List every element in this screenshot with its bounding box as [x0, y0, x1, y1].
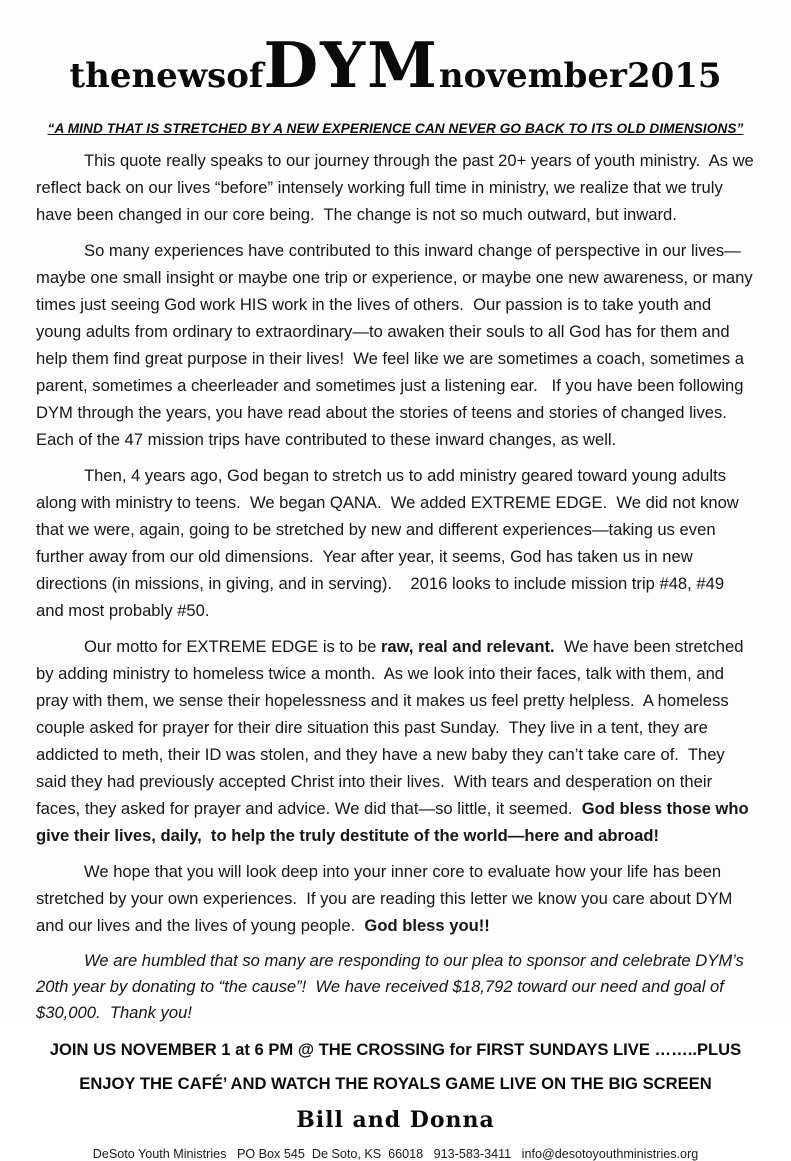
paragraph-young-adults: Then, 4 years ago, God began to stretch us to add ministry geared toward young adults along with ministry to teens. We began QANA. We added EXTREME EDGE. We did not know that we were, again, going to be stretched by new and different experiences—taking us even further away from our old dimensions. Year after year, it seems, God has taken us in new directions (in missions, in giving, and in serving). 2016 looks to include mission trip #48, #49 and most probably #50.	[36, 466, 744, 620]
event-line-first-sundays: JOIN US NOVEMBER 1 at 6 PM @ THE CROSSING for FIRST SUNDAYS LIVE ……..PLUS	[49, 1040, 742, 1059]
paragraph-experiences: So many experiences have contributed to this inward change of perspective in our lives—maybe one small insight or maybe one trip or experience, or maybe one new awareness, or many times just seeing God work HIS work in the lives of others. Our passion is to take youth and young adults from ordinary to extraordinary—to awaken their souls to all God has for them and help them find great purpose in their lives! We feel like we are sometimes a coach, sometimes a parent, sometimes a cheerleader and sometimes just a listening ear. If you have been following DYM through the years, you have read about the stories of teens and stories of changed lives. Each of the 47 mission trips have contributed to these inward changes, as well.	[36, 241, 758, 449]
newsletter-body	[36, 147, 759, 1026]
event-line-cafe-royals: ENJOY THE CAFÉ’ AND WATCH THE ROYALS GAME LIVE ON THE BIG SCREEN	[79, 1074, 712, 1093]
signature-bill-and-donna: Bill and Donna	[296, 1107, 495, 1133]
paragraph-closing: We hope that you will look deep into your inner core to evaluate how your life has been stretched by your own experiences. If you are reading this letter we know you care about DYM and our lives and the lives of young people. God bless you!!	[36, 862, 737, 935]
paragraph-intro: This quote really speaks to our journey through the past 20+ years of youth ministry. As we reflect back on our lives “before” intensely working full time in ministry, we realize that we truly have been changed in our core being. The change is not so much outward, but inward.	[36, 151, 759, 224]
masthead-suffix: november2015	[438, 56, 722, 96]
newsletter-masthead	[36, 28, 755, 102]
headline-quote: “A MIND THAT IS STRETCHED BY A NEW EXPERIENCE CAN NEVER GO BACK TO ITS OLD DIMENSIONS”	[47, 121, 744, 136]
paragraph-fundraising: We are humbled that so many are responding to our plea to sponsor and celebrate DYM’s 20th year by donating to “the cause”! We have received $18,792 toward our need and goal of $30,000. Thank you!	[36, 951, 749, 1022]
masthead-prefix: thenewsof	[69, 56, 264, 96]
paragraph-extreme-edge: Our motto for EXTREME EDGE is to be raw, real and relevant. We have been stretched by adding ministry to homeless twice a month. As we look into their faces, talk with them, and pray with them, we sense their hopelessness and it makes us feel pretty helpless. A homeless couple asked for prayer for their dire situation this past Sunday. They live in a tent, they are addicted to meth, their ID was stolen, and they have a new baby they can’t take care of. They said they had previously accepted Christ into their lives. With tears and desperation on their faces, they asked for prayer and advice. We did that—so little, it seemed. God bless those who give their lives, daily, to help the truly destitute of the world—here and abroad!	[36, 637, 754, 845]
footer-contact: DeSoto Youth Ministries PO Box 545 De Soto, KS 66018 913-583-3411 info@desotoyouthministries.org	[92, 1147, 699, 1161]
dym-logo: DYM	[263, 28, 439, 102]
